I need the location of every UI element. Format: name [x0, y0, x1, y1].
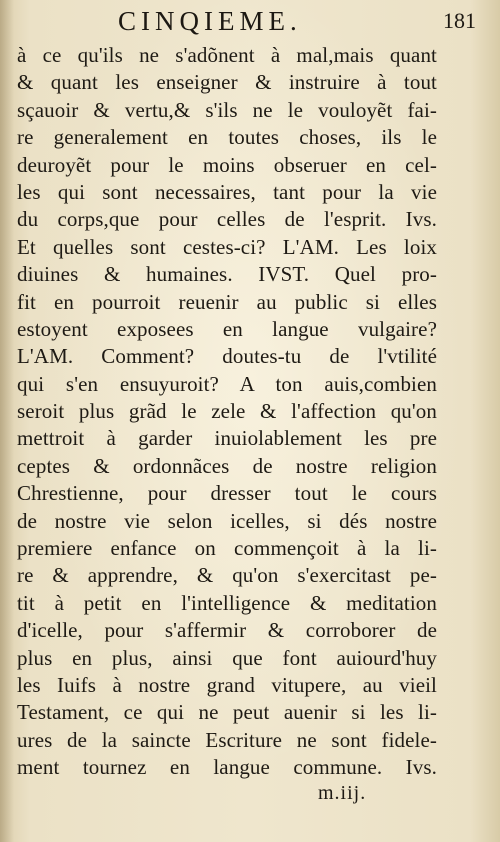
signature-mark: m.iij. [318, 782, 367, 804]
text-line: plus en plus, ainsi que font auiourd'huy [17, 645, 437, 670]
page-number: 181 [443, 8, 476, 33]
text-line: deuroyẽt pour le moins obseruer en cel- [17, 152, 437, 177]
page-header [0, 2, 500, 42]
text-line: re & apprendre, & qu'on s'exercitast pe- [17, 563, 437, 588]
text-line: les qui sont necessaires, tant pour la vie [17, 179, 437, 204]
text-line: d'icelle, pour s'affermir & corroborer de [17, 618, 437, 643]
text-line: estoyent exposees en langue vulgaire? [17, 316, 437, 341]
text-line: fit en pourroit reuenir au public si elles [17, 289, 437, 314]
text-line: qui s'en ensuyuroit? A ton auis,combien [17, 371, 437, 396]
text-line: à ce qu'ils ne s'adõnent à mal,mais quant [17, 43, 437, 67]
text-line: seroit plus grãd le zele & l'affection qu'on [17, 399, 437, 424]
text-line: de nostre vie selon icelles, si dés nostre [17, 508, 437, 533]
text-line: tit à petit en l'intelligence & meditation [17, 590, 437, 615]
text-line: ment tournez en langue commune. Ivs. [17, 755, 437, 780]
text-line: mettroit à garder inuiolablement les pre [17, 426, 437, 451]
text-line: Chrestienne, pour dresser tout le cours [17, 481, 437, 506]
body-text [17, 42, 437, 782]
gutter-shadow [0, 0, 14, 842]
text-line: Et quelles sont cestes-ci? L'AM. Les loix [17, 234, 437, 259]
text-line: ures de la saincte Escriture ne sont fidele- [17, 727, 437, 752]
running-head: CINQIEME. [118, 6, 302, 36]
text-line: diuines & humaines. IVST. Quel pro- [17, 262, 437, 287]
text-line: premiere enfance on commençoit à la li- [17, 536, 437, 561]
text-line: les Iuifs à nostre grand vitupere, au vieil [17, 672, 437, 697]
text-line: ceptes & ordonnãces de nostre religion [17, 453, 437, 478]
text-line: & quant les enseigner & instruire à tout [17, 70, 437, 95]
text-line: Testament, ce qui ne peut auenir si les li- [17, 700, 437, 725]
text-line: du corps,que pour celles de l'esprit. Ivs. [17, 207, 437, 232]
text-line: re generalement en toutes choses, ils le [17, 125, 437, 150]
text-line: sçauoir & vertu,& s'ils ne le vouloyẽt fai- [17, 97, 437, 122]
text-line: L'AM. Comment? doutes-tu de l'vtilité [17, 344, 437, 369]
